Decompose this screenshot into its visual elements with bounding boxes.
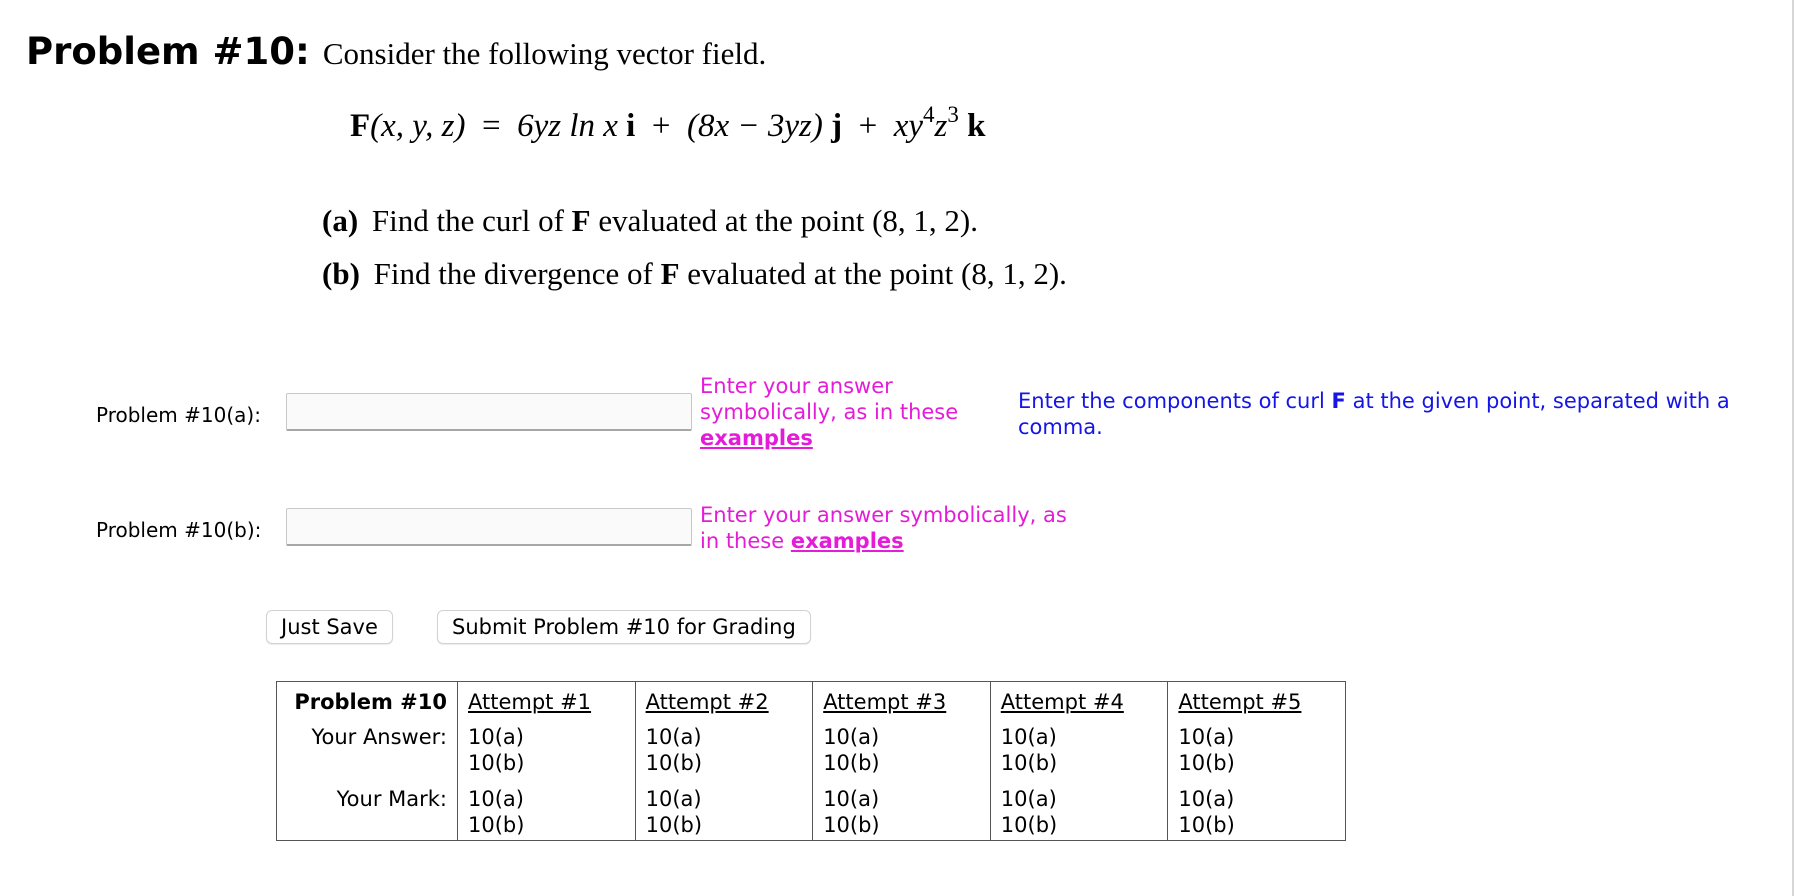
- attempt-2-mark: [635, 786, 813, 841]
- part-a-field: F: [571, 203, 591, 238]
- attempt-1-header: [458, 682, 636, 721]
- attempt-1-mark-a: 10(a): [468, 787, 524, 811]
- formula-equals: =: [481, 108, 501, 144]
- attempt-3-mark-a: 10(a): [823, 787, 880, 811]
- part-b-text-after: evaluated at the point (8, 1, 2).: [687, 256, 1067, 291]
- formula-j-coef: (8x − 3yz): [686, 108, 823, 144]
- attempts-header-row: [277, 682, 1346, 721]
- answer-b-label: Problem #10(b):: [96, 518, 262, 542]
- part-b-field: F: [660, 256, 680, 291]
- formula-lhs-args: (x, y, z): [370, 108, 466, 144]
- answer-b-hint: [700, 502, 1080, 554]
- part-b-question: [322, 256, 1067, 292]
- attempt-2-answer-b: 10(b): [645, 751, 703, 775]
- attempt-2-header: [635, 682, 813, 721]
- attempt-3-mark-b: 10(b): [823, 813, 880, 837]
- attempt-2-answer: [635, 720, 813, 786]
- attempt-5-answer-a: 10(a): [1178, 725, 1235, 749]
- answer-b-examples-link[interactable]: examples: [790, 529, 904, 553]
- formula-lhs: F: [350, 108, 371, 144]
- attempt-1-mark-b: 10(b): [468, 813, 525, 837]
- attempt-2-mark-b: 10(b): [645, 813, 703, 837]
- problem-intro: Consider the following vector field.: [322, 36, 767, 71]
- your-answer-row: [277, 720, 1346, 786]
- attempt-5-mark-b: 10(b): [1178, 813, 1235, 837]
- attempt-4-mark: [990, 786, 1168, 841]
- curl-components-note: [1018, 388, 1788, 440]
- curl-note-before: Enter the components of curl: [1018, 389, 1325, 413]
- attempt-1-mark: [458, 786, 636, 841]
- attempt-5-mark: [1168, 786, 1346, 841]
- answer-b-hint-text: Enter your answer symbolically, as in these: [700, 503, 1067, 553]
- attempt-2-mark-a: 10(a): [645, 787, 702, 811]
- attempts-corner: Problem #10: [294, 690, 447, 714]
- just-save-button[interactable]: Just Save: [266, 610, 393, 644]
- formula-i-unit: i: [626, 108, 636, 144]
- attempt-3-mark: [813, 786, 991, 841]
- attempt-1-answer-a: 10(a): [468, 725, 524, 749]
- formula-i-coef: 6yz ln x: [517, 108, 618, 144]
- attempt-4-mark-a: 10(a): [1000, 787, 1057, 811]
- answer-a-hint-text: Enter your answer symbolically, as in these: [700, 374, 959, 424]
- curl-note-bold: F: [1331, 389, 1346, 413]
- attempt-4-answer-a: 10(a): [1000, 725, 1057, 749]
- attempt-3-answer-b: 10(b): [823, 751, 880, 775]
- attempt-3-link[interactable]: Attempt #3: [823, 690, 947, 714]
- attempt-4-link[interactable]: Attempt #4: [1000, 690, 1124, 714]
- part-a-label: (a): [322, 203, 359, 238]
- your-mark-row: [277, 786, 1346, 841]
- attempt-5-answer: [1168, 720, 1346, 786]
- attempt-1-answer: [458, 720, 636, 786]
- problem-heading: Problem #10:: [26, 30, 310, 73]
- attempt-1-answer-b: 10(b): [468, 751, 525, 775]
- attempt-4-header: [990, 682, 1168, 721]
- answer-a-label: Problem #10(a):: [96, 403, 261, 427]
- formula-plus-2: +: [858, 108, 878, 144]
- part-b-text-before: Find the divergence of: [373, 256, 653, 291]
- page-right-border: [1792, 0, 1794, 896]
- formula-plus-1: +: [651, 108, 671, 144]
- problem-title: [26, 30, 766, 73]
- attempt-2-answer-a: 10(a): [645, 725, 702, 749]
- formula-k-z: z: [934, 108, 948, 144]
- answer-a-hint: [700, 373, 980, 451]
- attempt-3-header: [813, 682, 991, 721]
- submit-for-grading-button[interactable]: Submit Problem #10 for Grading: [437, 610, 811, 644]
- attempt-2-link[interactable]: Attempt #2: [645, 690, 769, 714]
- answer-a-examples-link[interactable]: examples: [700, 426, 813, 450]
- your-answer-label: Your Answer:: [311, 725, 447, 749]
- attempts-table: [276, 681, 1346, 841]
- part-a-question: [322, 203, 978, 239]
- formula-k-exp-z: 3: [947, 102, 959, 127]
- part-a-text-after: evaluated at the point (8, 1, 2).: [598, 203, 978, 238]
- formula-k-unit: k: [967, 108, 986, 144]
- attempt-3-answer-a: 10(a): [823, 725, 880, 749]
- part-a-text-before: Find the curl of: [371, 203, 564, 238]
- part-b-label: (b): [322, 256, 360, 291]
- your-mark-label: Your Mark:: [336, 787, 447, 811]
- attempt-5-mark-a: 10(a): [1178, 787, 1235, 811]
- attempt-1-link[interactable]: Attempt #1: [468, 690, 592, 714]
- attempt-4-answer: [990, 720, 1168, 786]
- attempt-4-mark-b: 10(b): [1000, 813, 1058, 837]
- attempt-5-link[interactable]: Attempt #5: [1178, 690, 1302, 714]
- formula-k-base: xy: [893, 108, 924, 144]
- formula-k-exp-y: 4: [923, 102, 935, 127]
- attempt-5-answer-b: 10(b): [1178, 751, 1235, 775]
- answer-a-input[interactable]: [286, 393, 692, 431]
- answer-b-input[interactable]: [286, 508, 692, 546]
- attempt-4-answer-b: 10(b): [1000, 751, 1058, 775]
- curl-note-after: at the given point, separated with a comma.: [1018, 389, 1730, 439]
- attempt-5-header: [1168, 682, 1346, 721]
- vector-field-formula: [350, 102, 986, 145]
- formula-j-unit: j: [831, 108, 843, 144]
- attempt-3-answer: [813, 720, 991, 786]
